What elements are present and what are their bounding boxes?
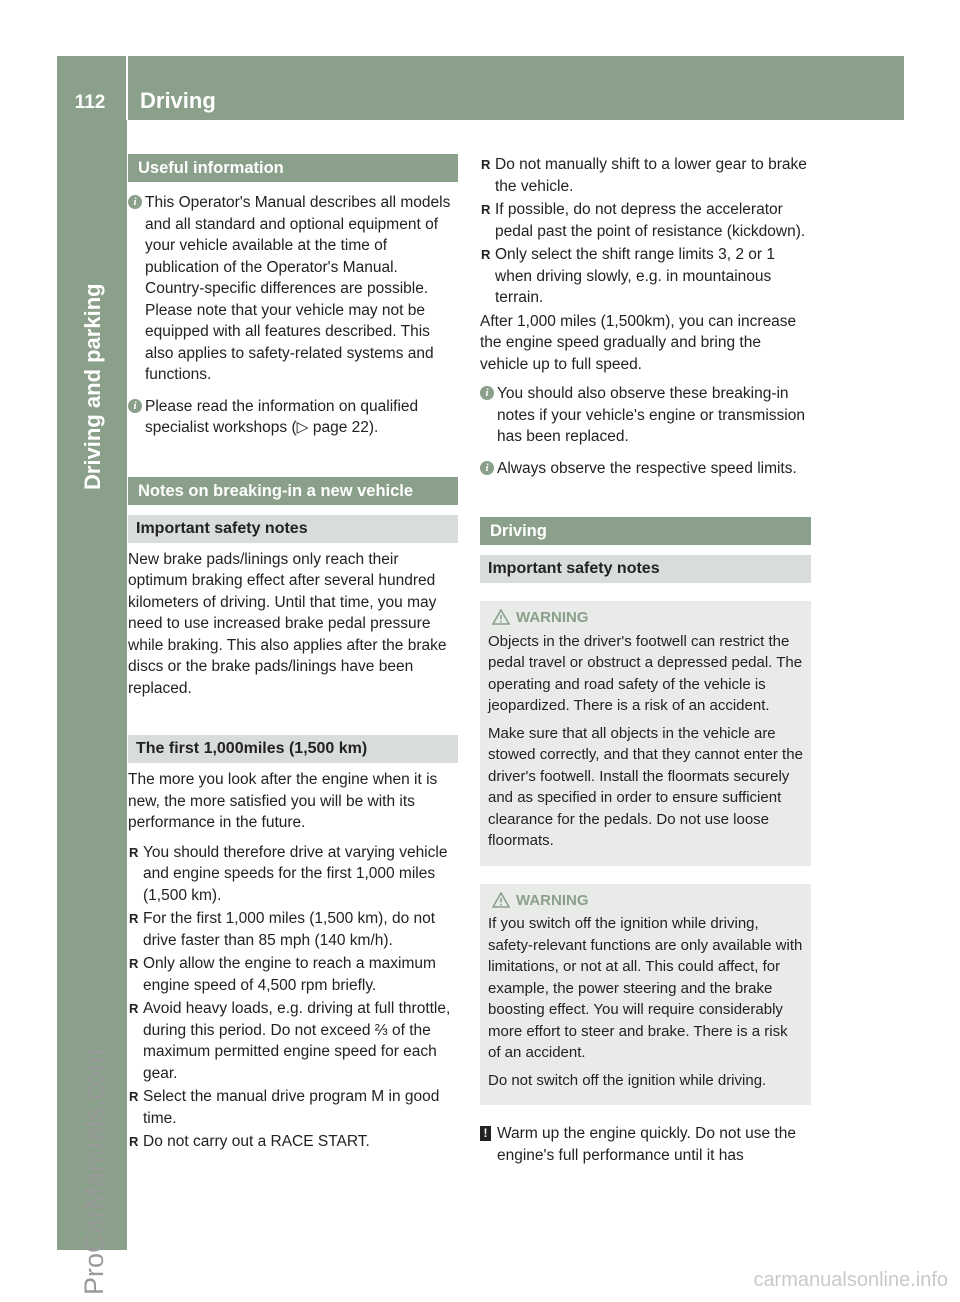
warning-triangle-icon (492, 609, 510, 625)
warning-text: If you switch off the ignition while driving, safety-relevant functions are only available with limitations, or not at all. This could affect, for example, the power steering and the brake boosting effect. You will require considerably more effort to steer and brake. There is a risk of an accident. (488, 915, 803, 1061)
list-item: R Only allow the engine to reach a maximum engine speed of 4,500 rpm briefly. (129, 955, 436, 994)
heading-first-1000-miles: The first 1,000miles (1,500 km) (128, 735, 458, 763)
heading-breaking-in: Notes on breaking-in a new vehicle (128, 477, 458, 505)
warning-label: WARNING (516, 609, 589, 626)
header-title: Driving (140, 88, 216, 113)
info-icon: i (128, 195, 142, 209)
list-item: R You should therefore drive at varying vehicle and engine speeds for the first 1,000 miles (1,500 km). (129, 843, 448, 904)
warning-box (480, 601, 811, 866)
side-tab (80, 120, 112, 490)
info-text: Always observe the respective speed limits. (497, 459, 797, 477)
list-item: R Only select the shift range limits 3, 2 or 1 when driving slowly, e.g. in mountainous terrain. (481, 246, 775, 306)
after-paragraph: After 1,000 miles (1,500km), you can increase the engine speed gradually and bring the vehicle up to full speed. (480, 312, 797, 373)
caution-text: Warm up the engine quickly. Do not use the engine's full performance until it has (497, 1125, 796, 1164)
warning-heading (488, 607, 803, 629)
side-watermark (79, 495, 114, 1295)
info-note (480, 383, 811, 448)
info-text: You should also observe these breaking-in notes if your vehicle's engine or transmission has been replaced. (497, 385, 805, 445)
warning-text: Objects in the driver's footwell can restrict the pedal travel or obstruct a depressed pedal. The operating and road safety of the vehicle is jeopardized. There is a risk of an accident. (488, 632, 803, 714)
heading-important-safety-notes: Important safety notes (128, 515, 458, 543)
info-note (128, 396, 458, 439)
left-column (128, 154, 458, 1155)
info-icon: i (480, 386, 494, 400)
warning-heading (488, 890, 803, 912)
info-icon: i (128, 399, 142, 413)
safety-paragraph: New brake pads/linings only reach their optimum braking effect after several hundred kilometers of driving. Until that time, you may need to use increased brake pedal pressure while braking. This also applies after the brake discs or the brake pads/linings have been replaced. (128, 550, 447, 697)
side-watermark-text: ProCarManuals.com (79, 1048, 109, 1295)
warning-box (480, 884, 811, 1106)
list-item: R Avoid heavy loads, e.g. driving at full throttle, during this period. Do not exceed ⅔ of the maximum permitted engine speed for each gear. (129, 1000, 451, 1082)
exclamation-icon: ! (480, 1126, 491, 1141)
list-item: R If possible, do not depress the accelerator pedal past the point of resistance (kickdown). (481, 201, 806, 240)
page-number: 112 (74, 92, 106, 113)
warning-text: Do not switch off the ignition while driving. (488, 1071, 767, 1089)
heading-useful-information: Useful information (128, 154, 458, 182)
info-text: This Operator's Manual describes all models and all standard and optional equipment of your vehicle available at the time of publication of the Operator's Manual. Country-specific differences are possible. Please note that your vehicle may not be equipped with all features described. This also applies to safety-related systems and functions. (145, 194, 451, 383)
caution-note (480, 1123, 811, 1166)
heading-driving: Driving (480, 517, 811, 545)
warning-label: WARNING (516, 891, 589, 909)
right-column (480, 154, 811, 1166)
side-tab-label: Driving and parking (80, 283, 105, 490)
list-item: R Do not carry out a RACE START. (129, 1133, 370, 1150)
info-note (128, 192, 458, 386)
first-paragraph: The more you look after the engine when it is new, the more satisfied you will be with its performance in the future. (128, 771, 438, 831)
warning-text: Make sure that all objects in the vehicle are stowed correctly, and that they cannot enter the driver's footwell. Install the floormats securely and as specified in order to ensure sufficient clearance for the pedals. Do not use loose floormats. (488, 724, 803, 849)
bottom-watermark: carmanualsonline.info (753, 1269, 948, 1291)
info-note (480, 458, 811, 480)
info-icon: i (480, 461, 494, 475)
list-item: R Do not manually shift to a lower gear to brake the vehicle. (481, 156, 807, 195)
info-text: Please read the information on qualified specialist workshops (▷ page 22). (145, 397, 419, 436)
list-item: R For the first 1,000 miles (1,500 km), do not drive faster than 85 mph (140 km/h). (129, 910, 436, 949)
list-item: R Select the manual drive program M in good time. (129, 1088, 440, 1127)
header-divider (126, 56, 128, 120)
heading-important-safety-notes: Important safety notes (480, 555, 811, 583)
warning-triangle-icon (492, 892, 510, 908)
